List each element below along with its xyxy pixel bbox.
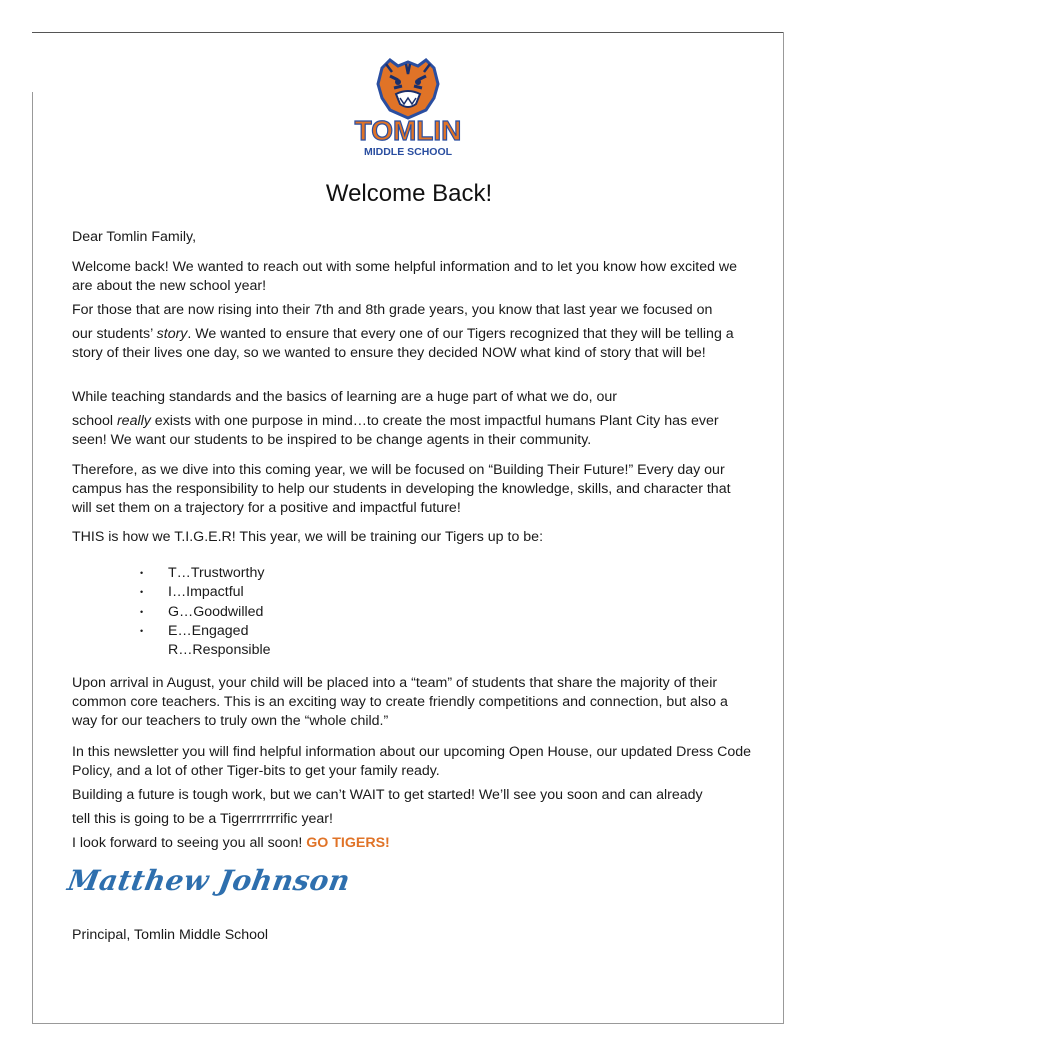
list-item: • G…Goodwilled — [140, 603, 264, 620]
list-item: • E…Engaged — [140, 622, 249, 639]
go-tigers-highlight: GO TIGERS! — [306, 835, 390, 851]
paragraph-tiger-intro: THIS is how we T.I.G.E.R! This year, we will be training our Tigers up to be: — [72, 529, 544, 545]
paragraph-newsletter: In this newsletter you will find helpful information about our upcoming Open House, our updated Dress Code Policy, and a lot of other Tiger-bits to get your family ready. — [72, 744, 752, 779]
page-edge-bottom — [32, 1023, 784, 1024]
page-title: Welcome Back! — [325, 180, 493, 207]
paragraph-tough-work-line1: Building a future is tough work, but we can’t WAIT to get started! We’ll see you soon and can already — [72, 787, 703, 803]
paragraph-building-future: Therefore, as we dive into this coming year, we will be focused on “Building Their Future!” Every day our campus has the responsibility to help our students in developing the knowledge, skills, and character that will set them on a trajectory for a positive and impactful future! — [72, 462, 731, 516]
closing-title: Principal, Tomlin Middle School — [72, 927, 269, 943]
list-item: • I…Impactful — [140, 584, 244, 601]
page-edge-top — [32, 32, 784, 33]
paragraph-welcome: Welcome back! We wanted to reach out with some helpful information and to let you know how excited we are about the new school year! — [72, 259, 738, 294]
paragraph-purpose: school really exists with one purpose in mind…to create the most impactful humans Plant City has ever seen! We want our students to be inspired to be change agents in their community. — [72, 413, 719, 448]
paragraph-teaching-line1: While teaching standards and the basics of learning are a huge part of what we do, our — [72, 389, 617, 405]
paragraph-rising-line1: For those that are now rising into their 7th and 8th grade years, you know that last year we focused on — [72, 302, 713, 318]
logo-subtitle: MIDDLE SCHOOL — [363, 146, 453, 158]
page-edge-left — [32, 92, 33, 1024]
paragraph-tough-work-line2: tell this is going to be a Tigerrrrrrrific year! — [72, 811, 333, 827]
logo-wordmark: TOMLIN — [354, 115, 462, 146]
tomlin-tiger-logo — [346, 58, 470, 160]
tiger-list — [140, 564, 271, 660]
tiger-head-icon — [378, 60, 438, 118]
list-item: • T…Trustworthy — [140, 565, 265, 581]
paragraph-go-tigers: I look forward to seeing you all soon! GO TIGERS! — [72, 835, 390, 851]
greeting: Dear Tomlin Family, — [72, 229, 197, 245]
principal-signature: Matthew Johnson — [65, 864, 353, 897]
list-item: R…Responsible — [168, 642, 271, 659]
paragraph-team: Upon arrival in August, your child will be placed into a “team” of students that share the majority of their common core teachers. This is an exciting way to create friendly competitions and connection, but also a way for our teachers to truly own the “whole child.” — [72, 675, 728, 729]
paragraph-story: our students’ story. We wanted to ensure that every one of our Tigers recognized that they will be telling a story of their lives one day, so we wanted to ensure they decided NOW what kind of story that will be! — [72, 326, 734, 361]
